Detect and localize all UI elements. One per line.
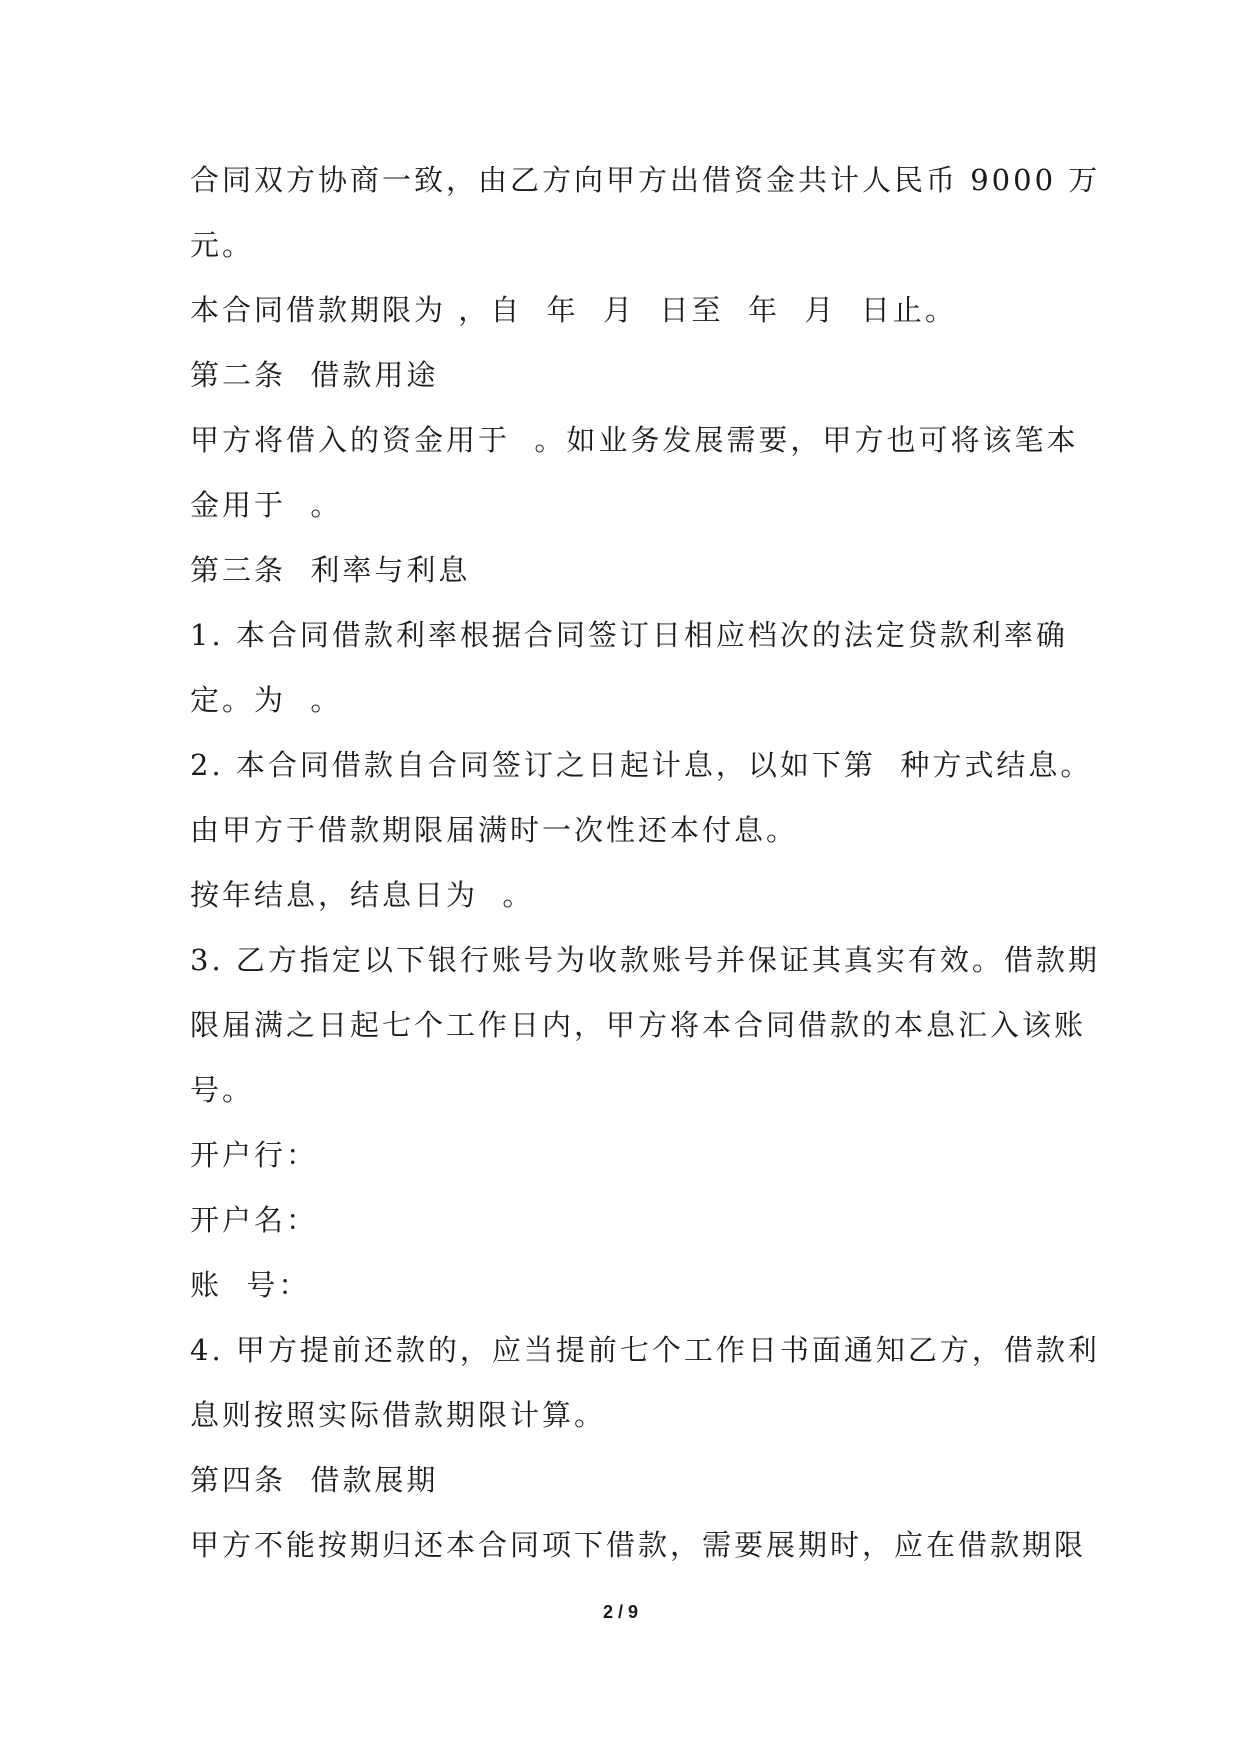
text-line: 甲方不能按期归还本合同项下借款，需要展期时，应在借款期限 <box>190 1528 1087 1562</box>
text-line: 限届满之日起七个工作日内，甲方将本合同借款的本息汇入该账 <box>190 1008 1087 1042</box>
text-line: 3. 乙方指定以下银行账号为收款账号并保证其真实有效。借款期 <box>190 943 1100 977</box>
text-line: 定。为 。 <box>190 683 343 717</box>
page-number: 2 / 9 <box>602 1602 639 1622</box>
text-line: 2. 本合同借款自合同签订之日起计息，以如下第 种方式结息。 <box>190 748 1093 782</box>
text-line: 由甲方于借款期限届满时一次性还本付息。 <box>190 813 799 847</box>
text-line: 按年结息，结息日为 。 <box>190 878 535 912</box>
bank-field-label: 账 号： <box>190 1268 311 1302</box>
section-heading: 第三条 利率与利息 <box>190 553 471 587</box>
text-line: 元。 <box>190 228 255 262</box>
text-line: 本合同借款期限为 ，自 年 月 日至 年 月 日止。 <box>190 293 957 327</box>
text-line: 息则按照实际借款期限计算。 <box>190 1398 607 1432</box>
bank-field-label: 开户行： <box>190 1138 319 1172</box>
text-line: 4. 甲方提前还款的，应当提前七个工作日书面通知乙方，借款利 <box>190 1333 1100 1367</box>
text-line: 号。 <box>190 1073 255 1107</box>
text-line: 金用于 。 <box>190 488 343 522</box>
text-line: 1. 本合同借款利率根据合同签订日相应档次的法定贷款利率确 <box>190 618 1068 652</box>
section-heading: 第二条 借款用途 <box>190 358 439 392</box>
text-line: 甲方将借入的资金用于 。如业务发展需要，甲方也可将该笔本 <box>190 423 1079 457</box>
text-line: 合同双方协商一致，由乙方向甲方出借资金共计人民币 9000 万 <box>190 163 1101 197</box>
section-heading: 第四条 借款展期 <box>190 1463 439 1497</box>
bank-field-label: 开户名： <box>190 1203 319 1237</box>
